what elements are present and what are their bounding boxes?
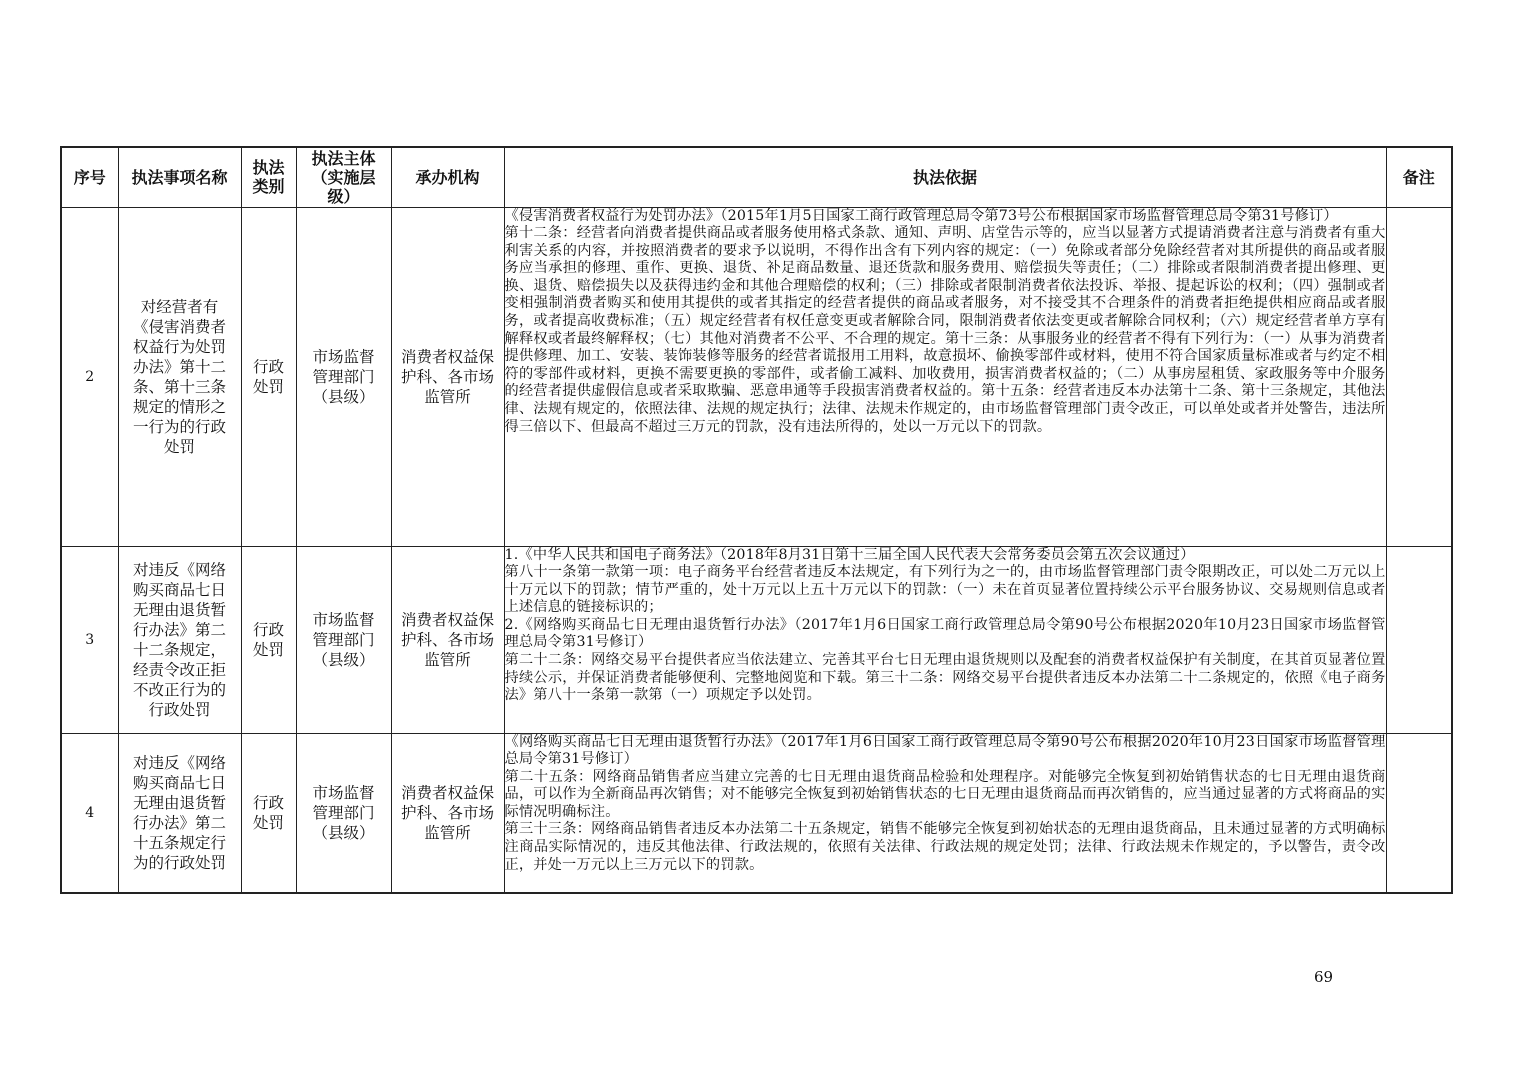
basis-paragraph: 第八十一条第一款第一项：电子商务平台经营者违反本法规定，有下列行为之一的，由市场监督管理部门责令限期改正，可以处二万元以上十万元以下的罚款；情节严重的，处十万元以上五十万元以下的罚款：（一）未在首页显著位置持续公示平台服务协议、交易规则信息或者上述信息的链接标识的； — [504, 564, 1386, 616]
basis-paragraph: 第二十五条：网络商品销售者应当建立完善的七日无理由退货商品检验和处理程序。对能够完全恢复到初始销售状态的七日无理由退货商品，可以作为全新商品再次销售；对不能够完全恢复到初始销售状态的七日无理由退货商品而再次销售的，应当通过显著的方式将商品的实际情况明确标注。 — [504, 768, 1386, 820]
item-name: 对经营者有《侵害消费者权益行为处罚办法》第十二条、第十三条规定的情形之一行为的行政处罚 — [118, 207, 241, 546]
basis-paragraph: 第三十三条：网络商品销售者违反本办法第二十五条规定，销售不能够完全恢复到初始状态的无理由退货商品，且未通过显著的方式明确标注商品实际情况的，违反其他法律、行政法规的，依照有关法律、行政法规的规定处罚；法律、行政法规未作规定的，予以警告，责令改正，并处一万元以上三万元以下的罚款。 — [504, 821, 1386, 873]
basis-paragraph: 2.《网络购买商品七日无理由退货暂行办法》（2017年1月6日国家工商行政管理总局令第90号公布根据2020年10月23日国家市场监督管理总局令第31号修订） — [504, 616, 1386, 651]
table-row — [61, 546, 1452, 733]
remark — [1386, 207, 1452, 546]
basis-paragraph: 1.《中华人民共和国电子商务法》（2018年8月31日第十三届全国人民代表大会常务委员会第五次会议通过） — [504, 546, 1195, 563]
enforcement-subject: 市场监督管理部门（县级） — [296, 207, 391, 546]
remark — [1386, 733, 1452, 893]
header-subject: 执法主体（实施层级） — [296, 147, 391, 207]
legal-basis — [504, 546, 1386, 733]
row-number: 4 — [61, 733, 118, 893]
handling-org: 消费者权益保护科、各市场监管所 — [391, 733, 504, 893]
legal-basis — [504, 207, 1386, 546]
basis-paragraph: 第十二条：经营者向消费者提供商品或者服务使用格式条款、通知、声明、店堂告示等的，应当以显著方式提请消费者注意与消费者有重大利害关系的内容，并按照消费者的要求予以说明，不得作出含有下列内容的规定：（一）免除或者部分免除经营者对其所提供的商品或者服务应当承担的修理、重作、更换、退货、补足商品数量、退还货款和服务费用、赔偿损失等责任；（二）排除或者限制消费者提出修理、更换、退货、赔偿损失以及获得违约金和其他合理赔偿的权利；（三）排除或者限制消费者依法投诉、举报、提起诉讼的权利；（四）强制或者变相强制消费者购买和使用其提供的或者其指定的经营者提供的商品或者服务，对不接受其不合理条件的消费者拒绝提供相应商品或者服务，或者提高收费标准；（五）规定经营者有权任意变更或者解除合同，限制消费者依法变更或者解除合同权利；（六）规定经营者单方享有解释权或者最终解释权；（七）其他对消费者不公平、不合理的规定。第十三条：从事服务业的经营者不得有下列行为：（一）从事为消费者提供修理、加工、安装、装饰装修等服务的经营者谎报用工用料，故意损坏、偷换零部件或材料，使用不符合国家质量标准或者与约定不相符的零部件或材料，更换不需要更换的零部件，或者偷工减料、加收费用，损害消费者权益的；（二）从事房屋租赁、家政服务等中介服务的经营者提供虚假信息或者采取欺骗、恶意串通等手段损害消费者权益的。第十五条：经营者违反本办法第十二条、第十三条规定，其他法律、法规有规定的，依照法律、法规的规定执行；法律、法规未作规定的，由市场监督管理部门责令改正，可以单处或者并处警告，违法所得三倍以下、但最高不超过三万元的罚款，没有违法所得的，处以一万元以下的罚款。 — [504, 225, 1386, 435]
enforcement-type: 行政处罚 — [241, 733, 296, 893]
item-name: 对违反《网络购买商品七日无理由退货暂行办法》第二十五条规定行为的行政处罚 — [118, 733, 241, 893]
remark — [1386, 546, 1452, 733]
header-remark: 备注 — [1386, 147, 1452, 207]
header-row — [61, 147, 1452, 207]
enforcement-subject: 市场监督管理部门（县级） — [296, 546, 391, 733]
enforcement-type: 行政处罚 — [241, 546, 296, 733]
basis-paragraph: 《网络购买商品七日无理由退货暂行办法》（2017年1月6日国家工商行政管理总局令第90号公布根据2020年10月23日国家市场监督管理总局令第31号修订） — [504, 733, 1386, 768]
table-row — [61, 733, 1452, 893]
header-type: 执法类别 — [241, 147, 296, 207]
item-name: 对违反《网络购买商品七日无理由退货暂行办法》第二十二条规定，经责令改正拒不改正行为的行政处罚 — [118, 546, 241, 733]
header-org: 承办机构 — [391, 147, 504, 207]
header-name: 执法事项名称 — [118, 147, 241, 207]
handling-org: 消费者权益保护科、各市场监管所 — [391, 546, 504, 733]
handling-org: 消费者权益保护科、各市场监管所 — [391, 207, 504, 546]
enforcement-type: 行政处罚 — [241, 207, 296, 546]
header-no: 序号 — [61, 147, 118, 207]
legal-basis — [504, 733, 1386, 893]
page-number: 69 — [1314, 968, 1334, 986]
basis-paragraph: 《侵害消费者权益行为处罚办法》（2015年1月5日国家工商行政管理总局令第73号公布根据国家市场监督管理总局令第31号修订） — [504, 207, 1338, 224]
enforcement-table — [60, 146, 1453, 894]
basis-paragraph: 第二十二条：网络交易平台提供者应当依法建立、完善其平台七日无理由退货规则以及配套的消费者权益保护有关制度，在其首页显著位置持续公示，并保证消费者能够便利、完整地阅览和下载。第三十二条：网络交易平台提供者违反本办法第二十二条规定的，依照《电子商务法》第八十一条第一款第（一）项规定予以处罚。 — [504, 652, 1386, 704]
header-basis: 执法依据 — [504, 147, 1386, 207]
row-number: 3 — [61, 546, 118, 733]
enforcement-subject: 市场监督管理部门（县级） — [296, 733, 391, 893]
table-row — [61, 207, 1452, 546]
row-number: 2 — [61, 207, 118, 546]
